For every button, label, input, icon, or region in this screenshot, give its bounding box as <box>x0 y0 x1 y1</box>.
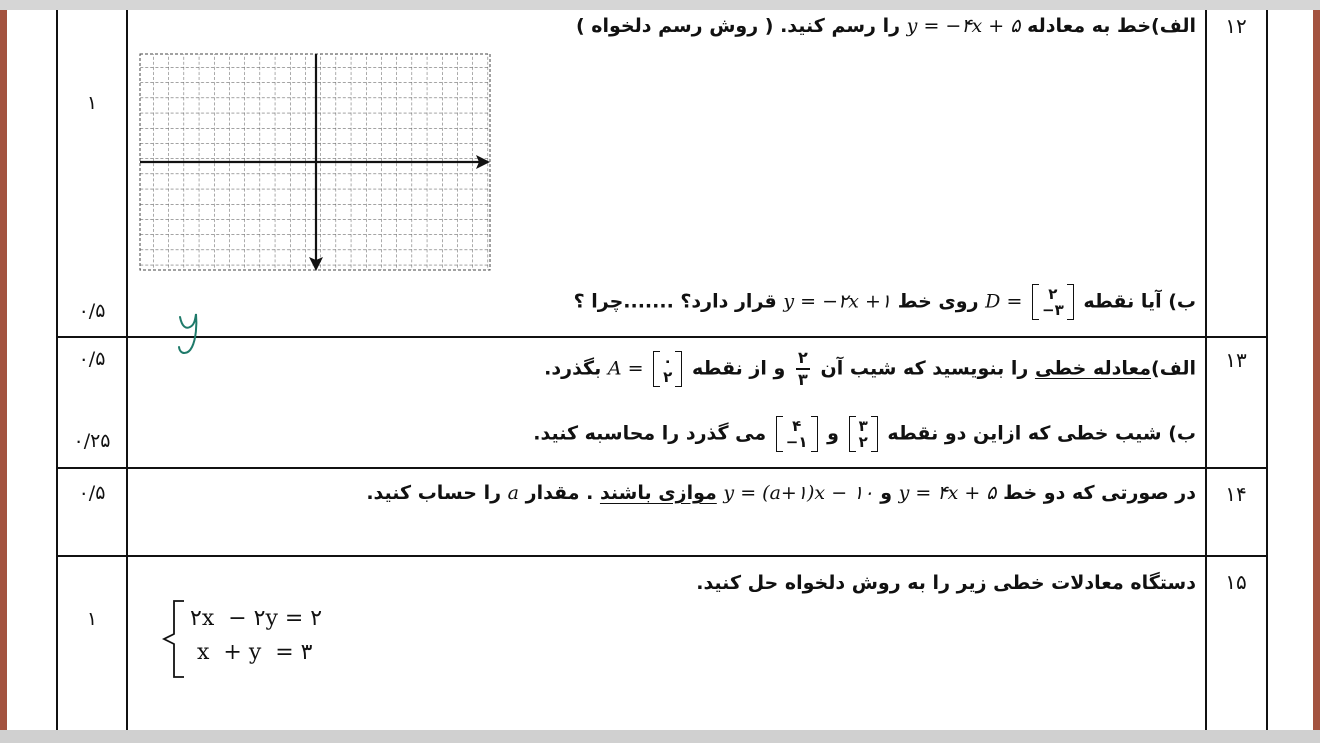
score-14: ۰/۵ <box>78 482 106 504</box>
q13a-underlined: معادله خطی <box>1034 357 1152 380</box>
row-divider-13-14 <box>56 467 1268 469</box>
question-12b-text <box>574 284 1196 320</box>
q14-underlined: موازی باشند <box>599 482 717 504</box>
point-d-bottom: −۳ <box>1042 301 1064 319</box>
q13b-and: و <box>827 422 839 445</box>
q14-middle: . مقدار <box>525 482 594 504</box>
point-2-top: ۴ <box>792 417 802 435</box>
point-d-name: D = <box>985 290 1023 313</box>
point-1-bottom: ۲ <box>858 433 868 451</box>
equation-system <box>158 598 358 680</box>
score-15: ۱ <box>86 608 98 630</box>
slope-denominator: ۳ <box>798 369 808 389</box>
point-a-bottom: ۲ <box>663 367 673 386</box>
point-1-vector <box>849 416 878 452</box>
left-brace-icon <box>158 598 188 680</box>
point-a-vector <box>653 351 682 387</box>
q12b-suffix: قرار دارد؟ .......چرا ؟ <box>573 290 777 313</box>
viewer-bottom-margin <box>0 730 1320 743</box>
system-eq2: x + y = ۳ <box>190 640 313 665</box>
question-13b-text <box>533 416 1196 452</box>
point-2-bottom: −۱ <box>785 433 808 451</box>
q12a-prefix: الف)خط به معادله <box>1027 15 1196 37</box>
row-divider-12-13 <box>56 336 1268 338</box>
q14-eq2: y = (a+۱)x − ۱۰ <box>723 482 874 504</box>
row-divider-14-15 <box>56 555 1268 557</box>
q13a-middle2: و از نقطه <box>691 357 786 380</box>
question-number-15: ۱۵ <box>1225 570 1247 594</box>
point-d-vector <box>1032 284 1074 320</box>
point-a-top: ۰ <box>663 351 673 370</box>
point-1-top: ۳ <box>858 417 868 435</box>
score-13a: ۰/۵ <box>78 348 106 370</box>
table-border-right <box>1266 10 1268 730</box>
point-2-vector <box>776 416 818 452</box>
score-12b: ۰/۵ <box>78 300 106 322</box>
slope-numerator: ۲ <box>798 348 808 367</box>
handwritten-y <box>176 311 206 359</box>
question-12a-text <box>576 15 1196 37</box>
score-12a: ۱ <box>86 92 98 114</box>
q14-suffix: را حساب کنید. <box>366 482 502 504</box>
q12a-suffix: را رسم کنید. ( روش رسم دلخواه ) <box>575 15 901 37</box>
slope-fraction <box>796 350 810 388</box>
question-14-text <box>366 482 1196 504</box>
q13a-prefix: الف) <box>1151 357 1196 380</box>
question-number-14: ۱۴ <box>1225 482 1247 506</box>
question-number-12: ۱۲ <box>1225 14 1247 38</box>
viewer-top-margin <box>0 0 1320 10</box>
handwritten-y-text: y <box>176 311 177 312</box>
q12b-prefix: ب) آیا نقطه <box>1083 290 1196 313</box>
question-number-13: ۱۳ <box>1225 348 1247 372</box>
q14-eq1: y = ۴x + ۵ <box>898 482 997 504</box>
coordinate-grid <box>138 52 500 276</box>
point-a-name: A = <box>607 357 644 380</box>
q12a-equation: y = −۴x + ۵ <box>906 15 1021 37</box>
q14-and: و <box>880 482 892 504</box>
q14-prefix: در صورتی که دو خط <box>1003 482 1196 504</box>
q13a-middle: را بنویسید که شیب آن <box>820 357 1029 380</box>
q13b-suffix: می گذرد را محاسبه کنید. <box>533 422 767 445</box>
q13b-prefix: ب) شیب خطی که ازاین دو نقطه <box>887 422 1196 445</box>
question-13a-text <box>544 350 1196 388</box>
point-d-top: ۲ <box>1048 285 1058 303</box>
page-right-edge <box>1313 10 1320 730</box>
page-left-edge <box>0 10 7 730</box>
q12b-equation: y = −۲x +۱ <box>783 290 892 313</box>
score-13b: ۰/۲۵ <box>73 430 111 452</box>
q12b-middle: روی خط <box>897 290 979 313</box>
system-eq1: ۲x − ۲y = ۲ <box>190 606 323 631</box>
question-15-text: دستگاه معادلات خطی زیر را به روش دلخواه حل کنید. <box>696 572 1196 594</box>
q14-var: a <box>507 482 519 504</box>
q13a-suffix: بگذرد. <box>544 357 602 380</box>
